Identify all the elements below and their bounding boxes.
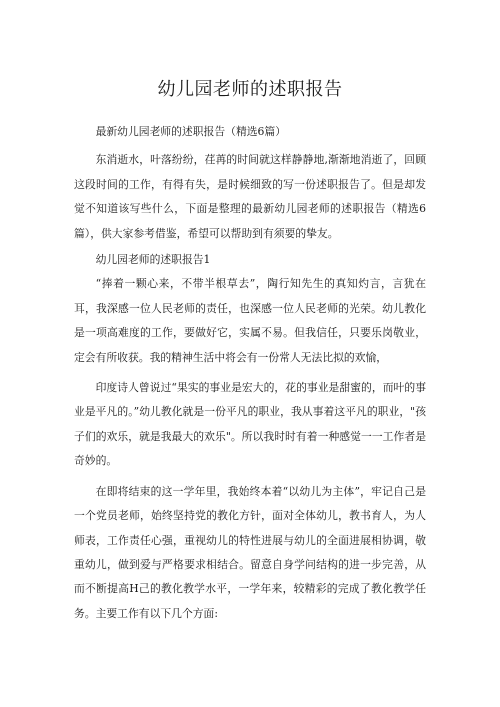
body-paragraph-3: 在即将结束的这一学年里，我始终本着“以幼儿为主体”，牢记自己是一个党员老师，始终坚持党的教化方针，面对全体幼儿，教书育人，为人师表，工作责任心强，重视幼儿的特性进展与幼儿的全面进展相协调，敬重幼儿，做到爱与严格要求相结合。留意自身学问结构的进一步完善，从而不断提高H己的教化教学水平，一学年来，较精彩的完成了教化教学任务。主要工作有以下几个方面: [74, 484, 426, 620]
section-title: 幼儿园老师的述职报告1 [95, 253, 211, 267]
intro-paragraph: 东消逝水，叶落纷纷，荏苒的时间就这样静静地,渐渐地消逝了，回顾这段时间的工作，有得有失，是时候细致的写一份述职报告了。但是却发觉不知道该写些什么，下面是整理的最新幼儿园老师的述职报告（精选6篇），供大家参考借鉴，希望可以帮助到有须要的挚友。 [74, 153, 426, 240]
body-paragraph-1: “捧着一颗心来，不带半根草去”，陶行知先生的真知灼言，言犹在耳，我深感一位人民老师的责任，也深感一位人民老师的光荣。幼儿教化是一项高难度的工作，要做好它，实属不易。但我信任，只要乐岗敬业，定会有所收获。我的精神生活中将会有一份常人无法比拟的欢愉， [74, 277, 426, 364]
document-subtitle: 最新幼儿园老师的述职报告（精选6篇） [95, 125, 287, 138]
document-title: 幼儿园老师的述职报告 [157, 79, 343, 100]
body-paragraph-2: 印度诗人曾说过“果实的事业是宏大的，花的事业是甜蜜的，而叶的事业是平凡的。”幼儿教化就是一份平凡的职业，我从事着这平凡的职业，"孩子们的欢乐，就是我最大的欢乐"。所以我时时有着一种感觉一一工作者是奇妙的。 [74, 381, 426, 468]
